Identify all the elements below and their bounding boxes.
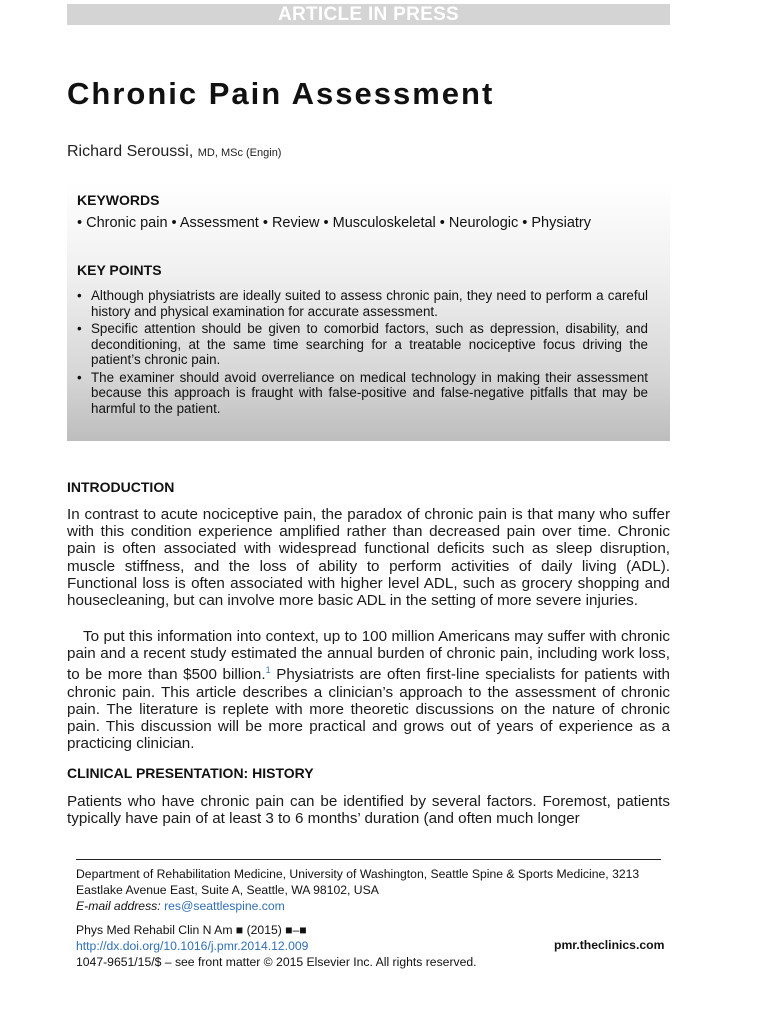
- article-in-press-banner: ARTICLE IN PRESS: [67, 4, 670, 25]
- footnote-reference-link[interactable]: 1: [265, 665, 271, 676]
- author-credentials: MD, MSc (Engin): [197, 147, 282, 159]
- key-point-item: • Specific attention should be given to comorbid factors, such as depression, disability, and deconditioning, at the same time searching for a treatable nociceptive focus driving the patient’s chronic pain.: [77, 321, 648, 368]
- article-title: Chronic Pain Assessment: [67, 76, 495, 111]
- history-paragraph-1: Patients who have chronic pain can be identified by several factors. Foremost, patients typically have pain of at least 3 to 6 months’ duration (and often much longer: [67, 793, 670, 828]
- key-point-item: • Although physiatrists are ideally suited to assess chronic pain, they need to perform a careful history and physical examination for accurate assessment.: [77, 288, 648, 319]
- introduction-heading: INTRODUCTION: [67, 479, 175, 495]
- key-point-item: • The examiner should avoid overreliance on medical technology in making their assessment because this approach is fraught with false-positive and false-negative pitfalls that may be harmful to the patient.: [77, 370, 648, 417]
- author-name: Richard Seroussi,: [67, 143, 194, 160]
- copyright-text: 1047-9651/15/$ – see front matter © 2015 Elsevier Inc. All rights reserved.: [76, 955, 477, 969]
- journal-website[interactable]: pmr.theclinics.com: [554, 938, 665, 952]
- introduction-paragraph-2-text-cont: Physiatrists are often first-line specialists for patients with chronic pain. This article describes a clinician’s approach to the assessment of chronic pain. The literature is replete with more theoretic discussions on the nature of chronic pain. This discussion will be more practical and grows out of years of experience as a practicing clinician.: [67, 666, 670, 753]
- key-points-list: [77, 288, 648, 418]
- email-line: [76, 898, 670, 914]
- author-line: [67, 143, 281, 161]
- introduction-paragraph-2: [67, 628, 670, 752]
- keywords-keypoints-box: [67, 182, 670, 441]
- introduction-paragraph-2-text: To put this information into context, up to 100 million Americans may suffer with chronic pain and a recent study estimated the annual burden of chronic pain, including work loss, to be more than $500 billion.: [67, 628, 670, 684]
- key-points-heading: KEY POINTS: [77, 262, 162, 278]
- doi-link[interactable]: http://dx.doi.org/10.1016/j.pmr.2014.12.009: [76, 939, 309, 953]
- footer-divider: [76, 859, 661, 860]
- affiliation-text: Department of Rehabilitation Medicine, University of Washington, Seattle Spine & Sports Medicine, 3213 Eastlake Avenue East, Suite A, Seattle, WA 98102, USA: [76, 867, 640, 897]
- keywords-heading: KEYWORDS: [77, 192, 160, 208]
- email-link[interactable]: res@seattlespine.com: [164, 899, 285, 913]
- introduction-paragraph-1: In contrast to acute nociceptive pain, the paradox of chronic pain is that many who suffer with this condition experience amplified rather than decreased pain over time. Chronic pain is often associated with widespread functional deficits such as sleep disruption, muscle stiffness, and the loss of ability to perform activities of daily living (ADL). Functional loss is often associated with higher level ADL, such as grocery shopping and housecleaning, but can involve more basic ADL in the setting of more severe injuries.: [67, 506, 670, 610]
- affiliation-block: [76, 866, 670, 914]
- journal-citation: Phys Med Rehabil Clin N Am ■ (2015) ■–■: [76, 923, 307, 937]
- email-label: E-mail address:: [76, 899, 161, 913]
- keywords-list: • Chronic pain • Assessment • Review • Musculoskeletal • Neurologic • Physiatry: [77, 215, 591, 231]
- history-heading: CLINICAL PRESENTATION: HISTORY: [67, 765, 314, 781]
